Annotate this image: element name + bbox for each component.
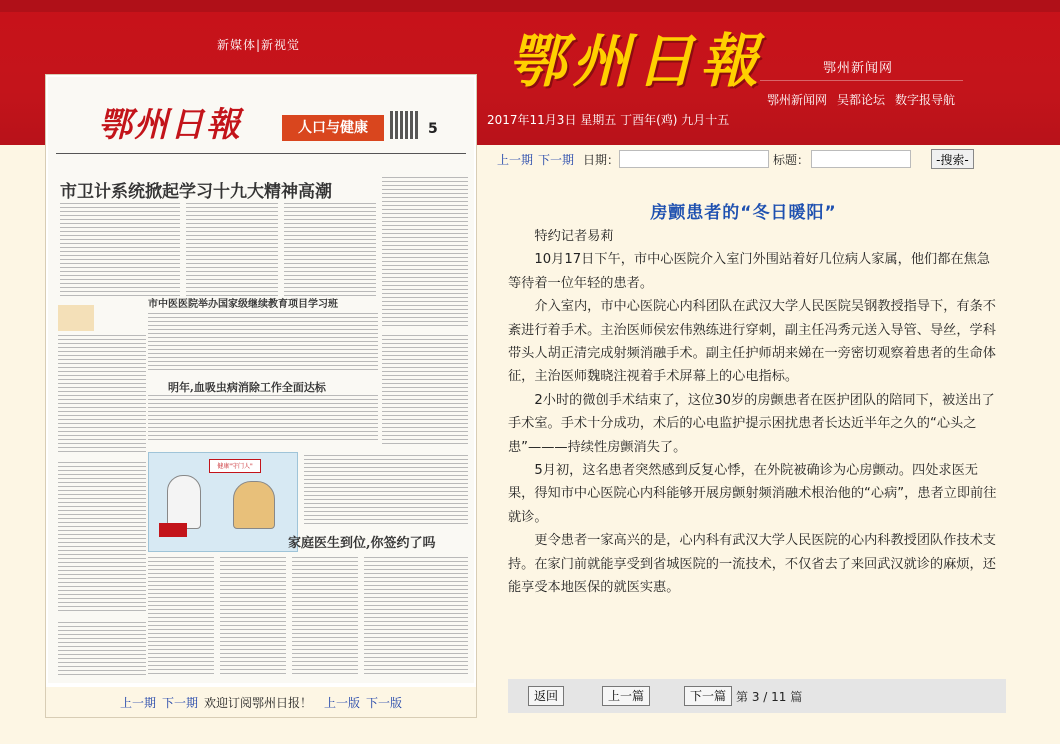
newspaper-logo: 鄂州日報 bbox=[508, 27, 765, 95]
search-next-issue-link[interactable]: 下一期 bbox=[538, 152, 575, 167]
paper-headline: 市卫计系统掀起学习十九大精神高潮 bbox=[60, 182, 332, 202]
next-page-link[interactable]: 下一版 bbox=[366, 695, 403, 710]
patient-figure bbox=[233, 481, 275, 529]
link-digital-nav[interactable]: 数字报导航 bbox=[895, 93, 956, 107]
paper-tag-icon bbox=[58, 305, 94, 331]
back-button[interactable]: 返回 bbox=[528, 686, 564, 706]
qr-code-icon bbox=[390, 111, 418, 139]
paper-text-block bbox=[148, 557, 214, 677]
welcome-text: 欢迎订阅鄂州日报！ bbox=[203, 695, 312, 710]
article-paragraph: 10月17日下午，市中心医院介入室门外围站着好几位病人家属，他们都在焦急等待着一位年轻的患者。 bbox=[508, 252, 990, 291]
article-paragraph: 5月初，这名患者突然感到反复心悸，在外院被确诊为心房颤动。四处求医无果，得知市中心医院心内科能够开展房颤射频消融术根治他的“心病”，患者立即前往就诊。 bbox=[508, 463, 997, 525]
paper-subheadline: 明年,血吸虫病消除工作全面达标 bbox=[168, 381, 326, 394]
paper-text-block bbox=[382, 177, 468, 327]
header-divider bbox=[760, 80, 963, 81]
search-bar bbox=[487, 145, 1009, 173]
search-prev-issue-link[interactable]: 上一期 bbox=[497, 152, 534, 167]
paper-text-block bbox=[284, 203, 376, 298]
date-input[interactable] bbox=[619, 150, 769, 168]
paper-text-block bbox=[304, 455, 468, 527]
paper-page-number: 5 bbox=[428, 121, 438, 137]
article-paragraph: 2小时的微创手术结束了，这位30岁的房颤患者在医护团队的陪同下，被送出了手术室。手术十分成功，术后的心电监护提示困扰患者长达近半年之久的“心头之患”———持续性房颤消失了。 bbox=[508, 392, 995, 455]
paper-text-block bbox=[364, 557, 468, 677]
paper-text-block bbox=[58, 335, 146, 455]
prev-issue-link[interactable]: 上一期 bbox=[119, 695, 156, 710]
article-title: 房颤患者的“冬日暖阳” bbox=[650, 203, 837, 223]
prev-article-button[interactable]: 上一篇 bbox=[602, 686, 650, 706]
next-issue-link[interactable]: 下一期 bbox=[161, 695, 198, 710]
medical-kit-icon bbox=[159, 523, 187, 537]
paper-section-title: 人口与健康 bbox=[282, 115, 384, 141]
article-paragraph: 介入室内，市中心医院心内科团队在武汉大学人民医院吴钢教授指导下，有条不紊进行着手术。主治医师侯宏伟熟练进行穿刺，副主任冯秀元送入导管、导丝，学科带头人胡正清完成射频消融手术。副主任护师胡来娣在一旁密切观察着患者的生命体征，主治医师魏晓注视着手术屏幕上的心电指标。 bbox=[508, 299, 996, 385]
paper-text-block bbox=[292, 557, 358, 677]
paper-text-block bbox=[382, 335, 468, 445]
paper-text-block bbox=[220, 557, 286, 677]
paper-text-block bbox=[148, 313, 378, 373]
paper-logo: 鄂州日報 bbox=[98, 105, 242, 145]
paper-text-block bbox=[58, 462, 146, 612]
page-panel bbox=[45, 74, 477, 718]
date-label: 日期： bbox=[583, 152, 620, 167]
article-byline: 特约记者易莉 bbox=[534, 229, 614, 244]
article-pager: 第 3 / 11 篇 bbox=[736, 689, 803, 704]
paper-subheadline: 市中医医院举办国家级继续教育项目学习班 bbox=[148, 299, 338, 310]
paper-subheadline: 家庭医生到位,你签约了吗 bbox=[288, 536, 436, 551]
paper-rule bbox=[56, 153, 466, 154]
page-navigation bbox=[46, 687, 476, 717]
paper-text-block bbox=[148, 395, 378, 443]
doctor-figure bbox=[167, 475, 201, 529]
prev-page-link[interactable]: 上一版 bbox=[324, 695, 361, 710]
article-footer bbox=[508, 679, 1006, 713]
header-strip bbox=[0, 0, 1060, 12]
paper-text-block bbox=[60, 203, 180, 298]
next-article-button[interactable]: 下一篇 bbox=[684, 686, 732, 706]
top-links bbox=[767, 91, 955, 108]
illustration-bubble: 健康"守门人" bbox=[209, 459, 261, 473]
link-news-site[interactable]: 鄂州新闻网 bbox=[767, 93, 828, 107]
paper-illustration bbox=[148, 452, 298, 552]
article-panel bbox=[478, 173, 1009, 678]
paper-text-block bbox=[58, 622, 146, 677]
search-button[interactable]: -搜索- bbox=[931, 149, 974, 169]
article-body bbox=[508, 225, 998, 600]
title-input[interactable] bbox=[811, 150, 911, 168]
title-label: 标题： bbox=[773, 152, 810, 167]
link-forum[interactable]: 吴都论坛 bbox=[837, 93, 886, 107]
media-label: 新媒体|新视觉 bbox=[217, 38, 301, 52]
newspaper-page-image[interactable] bbox=[48, 77, 474, 683]
paper-text-block bbox=[186, 203, 278, 298]
issue-date: 2017年11月3日 星期五 丁酉年(鸡) 九月十五 bbox=[487, 113, 730, 127]
article-paragraph: 更令患者一家高兴的是，心内科有武汉大学人民医院的心内科教授团队作技术支持。在家门前就能享受到省城医院的一流技术，不仅省去了来回武汉就诊的麻烦，还能享受本地医保的就医实惠。 bbox=[508, 533, 996, 596]
site-name: 鄂州新闻网 bbox=[823, 61, 894, 76]
